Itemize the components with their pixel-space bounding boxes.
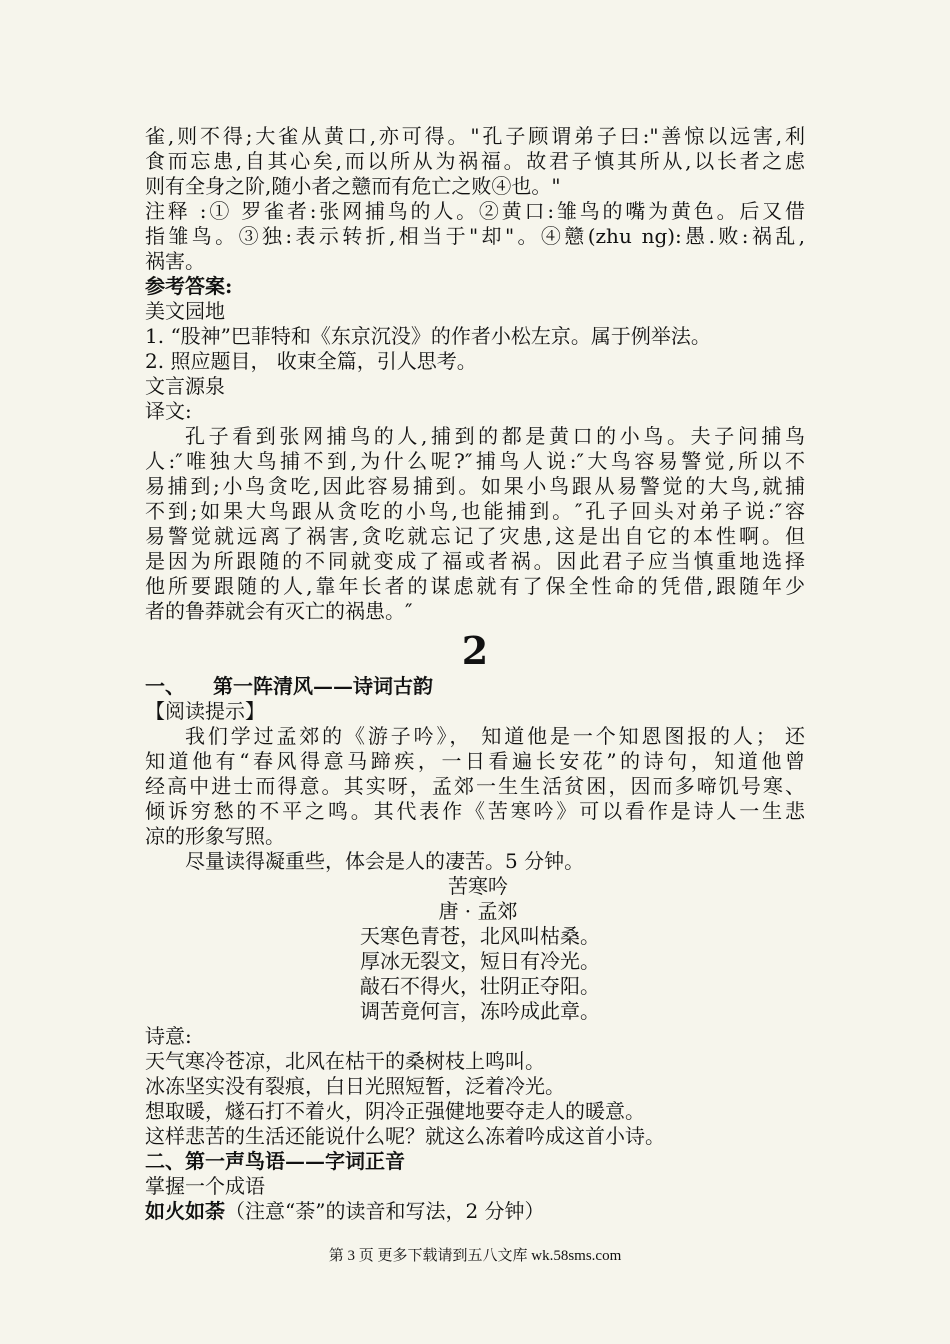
page-footer: 第 3 页 更多下载请到五八文库 wk.58sms.com — [328, 1248, 622, 1264]
poem-verse: 敲石不得火，壮阴正夺阳。 — [360, 974, 600, 998]
classical-text-line: 则有全身之阶,随小者之戆而有危亡之败④也。" — [145, 174, 561, 198]
translation-line: 是因为所跟随的不同就变成了福或者祸。因此君子应当慎重地选择 — [145, 549, 805, 573]
tip-paragraph-line: 倾诉穷愁的不平之鸣。其代表作《苦寒吟》可以看作是诗人一生悲 — [145, 799, 805, 823]
part2-heading: 二、第一声鸟语——字词正音 — [145, 1149, 405, 1173]
poem-author: 唐 · 孟郊 — [438, 899, 518, 923]
idiom-line — [145, 1199, 805, 1224]
tip-paragraph-line: 我们学过孟郊的《游子吟》， 知道他是一个知恩图报的人； 还 — [185, 724, 805, 748]
meaning-line: 天气寒冷苍凉，北风在枯干的桑树枝上鸣叫。 — [145, 1049, 545, 1073]
subheading-meiwen: 美文园地 — [145, 299, 225, 323]
translation-line: 易捕到;小鸟贪吃,因此容易捕到。如果小鸟跟从易警觉的大鸟,就捕 — [145, 474, 805, 498]
translation-label: 译文: — [145, 399, 192, 423]
answer-1: 1. “股神”巴菲特和《东京沉没》的作者小松左京。属于例举法。 — [145, 324, 711, 348]
translation-line: 不到;如果大鸟跟从贪吃的小鸟,也能捕到。″孔子回头对弟子说:″容 — [145, 499, 805, 523]
part1-number: 一、 — [145, 674, 185, 698]
meaning-line: 冰冻坚实没有裂痕，白日光照短暂，泛着冷光。 — [145, 1074, 565, 1098]
translation-line: 人:″唯独大鸟捕不到,为什么呢?″捕鸟人说:″大鸟容易警觉,所以不 — [145, 449, 805, 473]
part2-subheading: 掌握一个成语 — [145, 1174, 265, 1198]
idiom-note: （注意“荼”的读音和写法，2 分钟） — [225, 1199, 545, 1223]
reading-tip-label: 【阅读提示】 — [145, 699, 265, 723]
meaning-label: 诗意: — [145, 1024, 192, 1048]
notes-line: 注释 :① 罗雀者:张网捕鸟的人。②黄口:雏鸟的嘴为黄色。后又借 — [145, 199, 805, 223]
tip-paragraph-line: 凉的形象写照。 — [145, 824, 285, 848]
translation-line: 孔子看到张网捕鸟的人,捕到的都是黄口的小鸟。夫子问捕鸟 — [185, 424, 805, 448]
translation-line: 易警觉就远离了祸害,贪吃就忘记了灾患,这是出自它的本性啊。但 — [145, 524, 805, 548]
tip-paragraph-line: 知道他有“春风得意马蹄疾，一日看遍长安花”的诗句，知道他曾 — [145, 749, 805, 773]
translation-line: 他所要跟随的人,靠年长者的谋虑就有了保全性命的凭借,跟随年少 — [145, 574, 805, 598]
meaning-line: 想取暖，燧石打不着火，阴冷正强健地要夺走人的暖意。 — [145, 1099, 645, 1123]
meaning-line: 这样悲苦的生活还能说什么呢？就这么冻着吟成这首小诗。 — [145, 1124, 665, 1148]
translation-line: 者的鲁莽就会有灭亡的祸患。″ — [145, 599, 413, 623]
section-number: 2 — [461, 628, 489, 673]
poem-title: 苦寒吟 — [448, 874, 508, 898]
notes-line: 指雏鸟。③独:表示转折,相当于"却"。④戆(zhu ng):愚.败:祸乱, — [145, 224, 805, 248]
poem-verse: 调苦竟何言，冻吟成此章。 — [360, 999, 600, 1023]
reading-instruction: 尽量读得凝重些，体会是人的凄苦。5 分钟。 — [185, 849, 585, 873]
part1-title: 第一阵清风——诗词古韵 — [213, 674, 433, 698]
poem-verse: 厚冰无裂文，短日有冷光。 — [360, 949, 600, 973]
tip-paragraph-line: 经高中进士而得意。其实呀，孟郊一生生活贫困，因而多啼饥号寒、 — [145, 774, 805, 798]
document-body — [145, 124, 805, 1224]
notes-line: 祸害。 — [145, 249, 205, 273]
classical-text-line: 食而忘患,自其心矣,而以所从为祸福。故君子慎其所从,以长者之虑 — [145, 149, 805, 173]
poem-verse: 天寒色青苍，北风叫枯桑。 — [360, 924, 600, 948]
idiom: 如火如荼 — [145, 1199, 225, 1223]
part1-heading — [145, 674, 805, 699]
classical-text-line: 雀,则不得;大雀从黄口,亦可得。"孔子顾谓弟子曰:"善惊以远害,利 — [145, 124, 805, 148]
subheading-wenyan: 文言源泉 — [145, 374, 225, 398]
answer-2: 2. 照应题目， 收束全篇，引人思考。 — [145, 349, 477, 373]
answers-heading: 参考答案: — [145, 274, 233, 298]
